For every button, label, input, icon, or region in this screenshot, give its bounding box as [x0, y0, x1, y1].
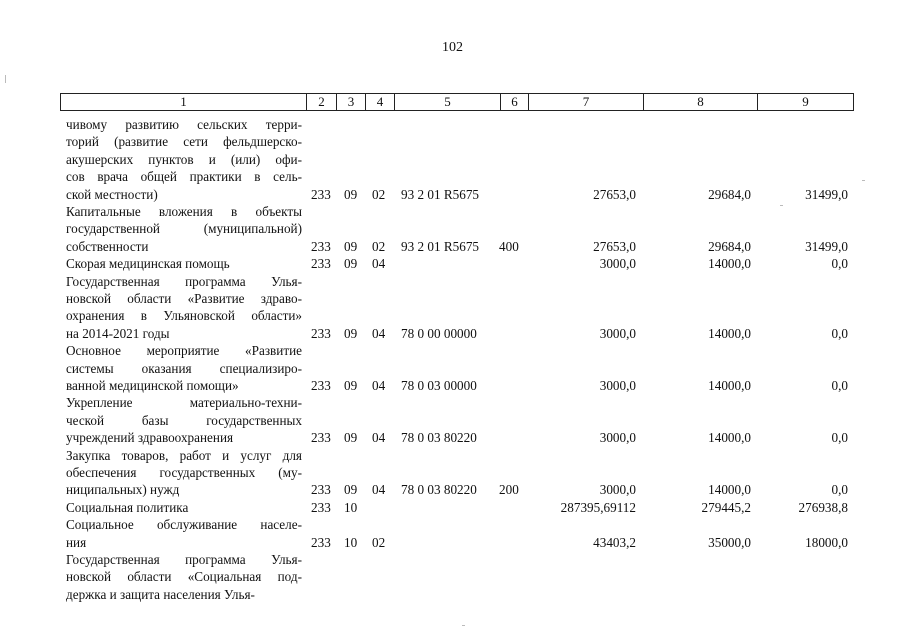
- cell-c8: 14000,0: [708, 430, 751, 446]
- row-name-line: ниципальных) нужд: [66, 482, 180, 498]
- row-name: [66, 203, 302, 255]
- cell-c3: 09: [344, 186, 358, 202]
- cell-c3: 10: [344, 499, 358, 515]
- row-name: [66, 116, 302, 203]
- cell-c7: 3000,0: [599, 256, 636, 272]
- cell-c6: 200: [499, 482, 519, 498]
- row-name-line: Скорая медицинская помощь: [66, 256, 230, 272]
- cell-c7: 3000,0: [599, 325, 636, 341]
- header-col-6: 6: [501, 94, 529, 110]
- scan-speck: [462, 625, 465, 626]
- header-col-7: 7: [529, 94, 644, 110]
- cell-c4: 04: [372, 325, 386, 341]
- header-col-2: 2: [307, 94, 337, 110]
- cell-c4: 02: [372, 186, 386, 202]
- row-name-line: акушерских пунктов и (или) офи-: [66, 151, 302, 167]
- row-name: [66, 447, 302, 499]
- row-name-line: охранения в Ульяновской области»: [66, 308, 302, 324]
- row-name-line: на 2014-2021 годы: [66, 325, 170, 341]
- cell-c9: 0,0: [831, 377, 848, 393]
- cell-c3: 09: [344, 256, 358, 272]
- row-name-line: Закупка товаров, работ и услуг для: [66, 447, 302, 463]
- row-name-line: собственности: [66, 238, 149, 254]
- row-name-line: ванной медицинской помощи»: [66, 377, 239, 393]
- row-name-line: чивому развитию сельских терри-: [66, 117, 302, 132]
- cell-c2: 233: [311, 499, 331, 515]
- cell-c9: 276938,8: [798, 499, 848, 515]
- cell-c2: 233: [311, 430, 331, 446]
- cell-c9: 31499,0: [805, 186, 848, 202]
- cell-c3: 09: [344, 377, 358, 393]
- cell-c8: 14000,0: [708, 256, 751, 272]
- cell-c4: 02: [372, 238, 386, 254]
- cell-c9: 31499,0: [805, 238, 848, 254]
- cell-c7: 27653,0: [593, 186, 636, 202]
- scan-speck: [862, 180, 865, 181]
- row-name: [66, 499, 302, 516]
- cell-c3: 09: [344, 325, 358, 341]
- row-name-line: Социальная политика: [66, 499, 189, 515]
- row-name-line: учреждений здравоохранения: [66, 430, 234, 446]
- cell-c8: 14000,0: [708, 482, 751, 498]
- cell-c4: 04: [372, 482, 386, 498]
- row-name-line: ческой базы государственных: [66, 412, 302, 428]
- cell-c4: 02: [372, 534, 386, 550]
- header-col-8: 8: [644, 94, 758, 110]
- row-name-line: Укрепление материально-техни-: [66, 395, 302, 411]
- row-name: [66, 551, 302, 603]
- cell-c9: 18000,0: [805, 534, 848, 550]
- cell-c8: 14000,0: [708, 325, 751, 341]
- cell-c4: 04: [372, 256, 386, 272]
- cell-c6: 400: [499, 238, 519, 254]
- cell-c2: 233: [311, 238, 331, 254]
- cell-c4: 04: [372, 377, 386, 393]
- cell-c9: 0,0: [831, 325, 848, 341]
- page-number: 102: [442, 40, 463, 55]
- row-name-line: Основное мероприятие «Развитие: [66, 343, 302, 359]
- row-name-line: обеспечения государственных (му-: [66, 464, 302, 480]
- cell-c3: 09: [344, 238, 358, 254]
- cell-c7: 27653,0: [593, 238, 636, 254]
- cell-c3: 10: [344, 534, 358, 550]
- cell-c2: 233: [311, 482, 331, 498]
- cell-c9: 0,0: [831, 482, 848, 498]
- row-name-line: ния: [66, 534, 87, 550]
- row-name-line: системы оказания специализиро-: [66, 360, 302, 376]
- cell-c5: 93 2 01 R5675: [401, 186, 480, 202]
- scan-speck: [780, 205, 783, 206]
- row-name-line: ской местности): [66, 186, 158, 202]
- cell-c8: 35000,0: [708, 534, 751, 550]
- row-name-line: государственной (муниципальной): [66, 221, 302, 237]
- row-name-line: Капитальные вложения в объекты: [66, 204, 302, 219]
- cell-c8: 279445,2: [701, 499, 751, 515]
- scan-speck: [5, 75, 6, 83]
- row-name-line: Государственная программа Улья-: [66, 552, 302, 567]
- row-name-line: держка и защита населения Улья-: [66, 586, 255, 602]
- header-col-9: 9: [758, 94, 854, 110]
- row-name-line: Социальное обслуживание населе-: [66, 517, 302, 533]
- cell-c8: 14000,0: [708, 377, 751, 393]
- cell-c5: 78 0 00 00000: [401, 325, 477, 341]
- cell-c4: 04: [372, 430, 386, 446]
- cell-c9: 0,0: [831, 430, 848, 446]
- cell-c7: 3000,0: [599, 430, 636, 446]
- cell-c3: 09: [344, 482, 358, 498]
- row-name: [66, 342, 302, 394]
- row-name: [66, 255, 302, 272]
- cell-c8: 29684,0: [708, 186, 751, 202]
- cell-c7: 3000,0: [599, 482, 636, 498]
- row-name: [66, 394, 302, 446]
- cell-c9: 0,0: [831, 256, 848, 272]
- cell-c5: 93 2 01 R5675: [401, 238, 480, 254]
- cell-c5: 78 0 03 80220: [401, 482, 477, 498]
- cell-c8: 29684,0: [708, 238, 751, 254]
- cell-c2: 233: [311, 186, 331, 202]
- cell-c3: 09: [344, 430, 358, 446]
- cell-c2: 233: [311, 325, 331, 341]
- header-col-3: 3: [337, 94, 366, 110]
- cell-c2: 233: [311, 256, 331, 272]
- row-name-line: Государственная программа Улья-: [66, 273, 302, 289]
- table-header: [60, 93, 854, 111]
- row-name-line: новской области «Социальная под-: [66, 569, 302, 585]
- cell-c2: 233: [311, 534, 331, 550]
- cell-c2: 233: [311, 377, 331, 393]
- cell-c5: 78 0 03 00000: [401, 377, 477, 393]
- row-name-line: торий (развитие сети фельдшерско-: [66, 134, 302, 150]
- cell-c7: 287395,69112: [560, 499, 636, 515]
- cell-c7: 3000,0: [599, 377, 636, 393]
- row-name-line: сов врача общей практики в сель-: [66, 169, 302, 185]
- cell-c7: 43403,2: [593, 534, 636, 550]
- header-col-5: 5: [395, 94, 501, 110]
- row-name: [66, 516, 302, 551]
- cell-c5: 78 0 03 80220: [401, 430, 477, 446]
- header-col-1: 1: [61, 94, 307, 110]
- header-col-4: 4: [366, 94, 395, 110]
- row-name-line: новской области «Развитие здраво-: [66, 290, 302, 306]
- row-name: [66, 273, 302, 343]
